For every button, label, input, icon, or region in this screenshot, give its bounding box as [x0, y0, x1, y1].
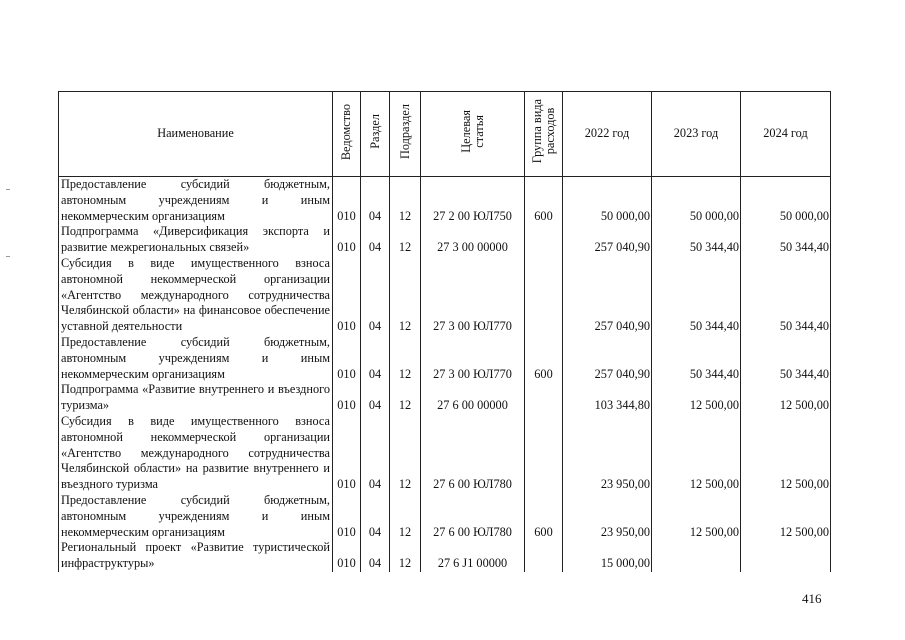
row-2023: 50 000,00	[652, 177, 741, 225]
row-name: Предоставление субсидий бюджетным, автономным учреждениям и иным некоммерческим организациям	[59, 177, 333, 225]
row-gruppa	[525, 540, 563, 572]
row-2024: 50 344,40	[741, 256, 831, 335]
header-gruppa-vida-rashodov: Группа вида расходов	[525, 92, 563, 177]
row-2024: 12 500,00	[741, 493, 831, 540]
row-podrazdel: 12	[390, 414, 421, 493]
row-vedomstvo: 010	[333, 177, 361, 225]
row-podrazdel: 12	[390, 382, 421, 414]
row-name: Субсидия в виде имущественного взноса автономной некоммерческой организации «Агентство международного сотрудничества Челябинской области» на финансовое обеспечение уставной деятельности	[59, 256, 333, 335]
header-razdel: Раздел	[361, 92, 390, 177]
row-2024	[741, 540, 831, 572]
header-2023: 2023 год	[652, 92, 741, 177]
row-razdel: 04	[361, 335, 390, 382]
row-razdel: 04	[361, 540, 390, 572]
row-razdel: 04	[361, 493, 390, 540]
row-name: Субсидия в виде имущественного взноса автономной некоммерческой организации «Агентство международного сотрудничества Челябинской области» на развитие внутреннего и въездного туризма	[59, 414, 333, 493]
header-name: Наименование	[59, 92, 333, 177]
row-podrazdel: 12	[390, 177, 421, 225]
row-vedomstvo: 010	[333, 493, 361, 540]
margin-mark	[6, 256, 10, 257]
row-2023: 50 344,40	[652, 335, 741, 382]
row-vedomstvo: 010	[333, 414, 361, 493]
row-gruppa	[525, 414, 563, 493]
row-2022: 257 040,90	[563, 256, 652, 335]
budget-table	[58, 91, 831, 572]
row-celevaya-statya: 27 6 00 ЮЛ780	[421, 414, 525, 493]
table-row	[59, 256, 831, 335]
header-2024: 2024 год	[741, 92, 831, 177]
row-celevaya-statya: 27 6 00 ЮЛ780	[421, 493, 525, 540]
header-2022: 2022 год	[563, 92, 652, 177]
row-razdel: 04	[361, 382, 390, 414]
row-2022: 23 950,00	[563, 414, 652, 493]
row-podrazdel: 12	[390, 256, 421, 335]
page-number: 416	[802, 591, 822, 606]
margin-mark	[6, 189, 10, 190]
row-2023: 50 344,40	[652, 256, 741, 335]
row-vedomstvo: 010	[333, 256, 361, 335]
row-vedomstvo: 010	[333, 382, 361, 414]
row-2022: 50 000,00	[563, 177, 652, 225]
row-gruppa	[525, 382, 563, 414]
row-2024: 50 344,40	[741, 335, 831, 382]
row-celevaya-statya: 27 2 00 ЮЛ750	[421, 177, 525, 225]
table-row	[59, 493, 831, 540]
row-vedomstvo: 010	[333, 335, 361, 382]
row-podrazdel: 12	[390, 224, 421, 256]
row-2023: 12 500,00	[652, 382, 741, 414]
row-2024: 12 500,00	[741, 382, 831, 414]
row-podrazdel: 12	[390, 493, 421, 540]
row-2024: 12 500,00	[741, 414, 831, 493]
row-vedomstvo: 010	[333, 224, 361, 256]
row-2022: 257 040,90	[563, 335, 652, 382]
table-row	[59, 540, 831, 572]
row-podrazdel: 12	[390, 335, 421, 382]
row-name: Предоставление субсидий бюджетным, автономным учреждениям и иным некоммерческим организациям	[59, 493, 333, 540]
row-name: Подпрограмма «Диверсификация экспорта и развитие межрегиональных связей»	[59, 224, 333, 256]
table-row	[59, 335, 831, 382]
row-2023	[652, 540, 741, 572]
row-2022: 23 950,00	[563, 493, 652, 540]
header-celevaya-statya: Целевая статья	[421, 92, 525, 177]
row-name: Подпрограмма «Развитие внутреннего и въездного туризма»	[59, 382, 333, 414]
row-gruppa	[525, 256, 563, 335]
row-celevaya-statya: 27 6 00 00000	[421, 382, 525, 414]
row-gruppa: 600	[525, 335, 563, 382]
row-razdel: 04	[361, 414, 390, 493]
row-2023: 12 500,00	[652, 493, 741, 540]
row-vedomstvo: 010	[333, 540, 361, 572]
row-celevaya-statya: 27 6 J1 00000	[421, 540, 525, 572]
row-name: Региональный проект «Развитие туристической инфраструктуры»	[59, 540, 333, 572]
row-2023: 12 500,00	[652, 414, 741, 493]
row-celevaya-statya: 27 3 00 00000	[421, 224, 525, 256]
header-podrazdel: Подраздел	[390, 92, 421, 177]
row-2024: 50 344,40	[741, 224, 831, 256]
table-row	[59, 382, 831, 414]
row-podrazdel: 12	[390, 540, 421, 572]
header-vedomstvo: Ведомство	[333, 92, 361, 177]
row-2022: 15 000,00	[563, 540, 652, 572]
row-gruppa	[525, 224, 563, 256]
row-2022: 257 040,90	[563, 224, 652, 256]
row-name: Предоставление субсидий бюджетным, автономным учреждениям и иным некоммерческим организациям	[59, 335, 333, 382]
table-row	[59, 177, 831, 225]
table-header-row	[59, 92, 831, 177]
row-gruppa: 600	[525, 177, 563, 225]
row-2023: 50 344,40	[652, 224, 741, 256]
table-row	[59, 224, 831, 256]
row-celevaya-statya: 27 3 00 ЮЛ770	[421, 335, 525, 382]
table-row	[59, 414, 831, 493]
row-razdel: 04	[361, 256, 390, 335]
row-gruppa: 600	[525, 493, 563, 540]
row-celevaya-statya: 27 3 00 ЮЛ770	[421, 256, 525, 335]
row-razdel: 04	[361, 224, 390, 256]
row-razdel: 04	[361, 177, 390, 225]
row-2024: 50 000,00	[741, 177, 831, 225]
row-2022: 103 344,80	[563, 382, 652, 414]
